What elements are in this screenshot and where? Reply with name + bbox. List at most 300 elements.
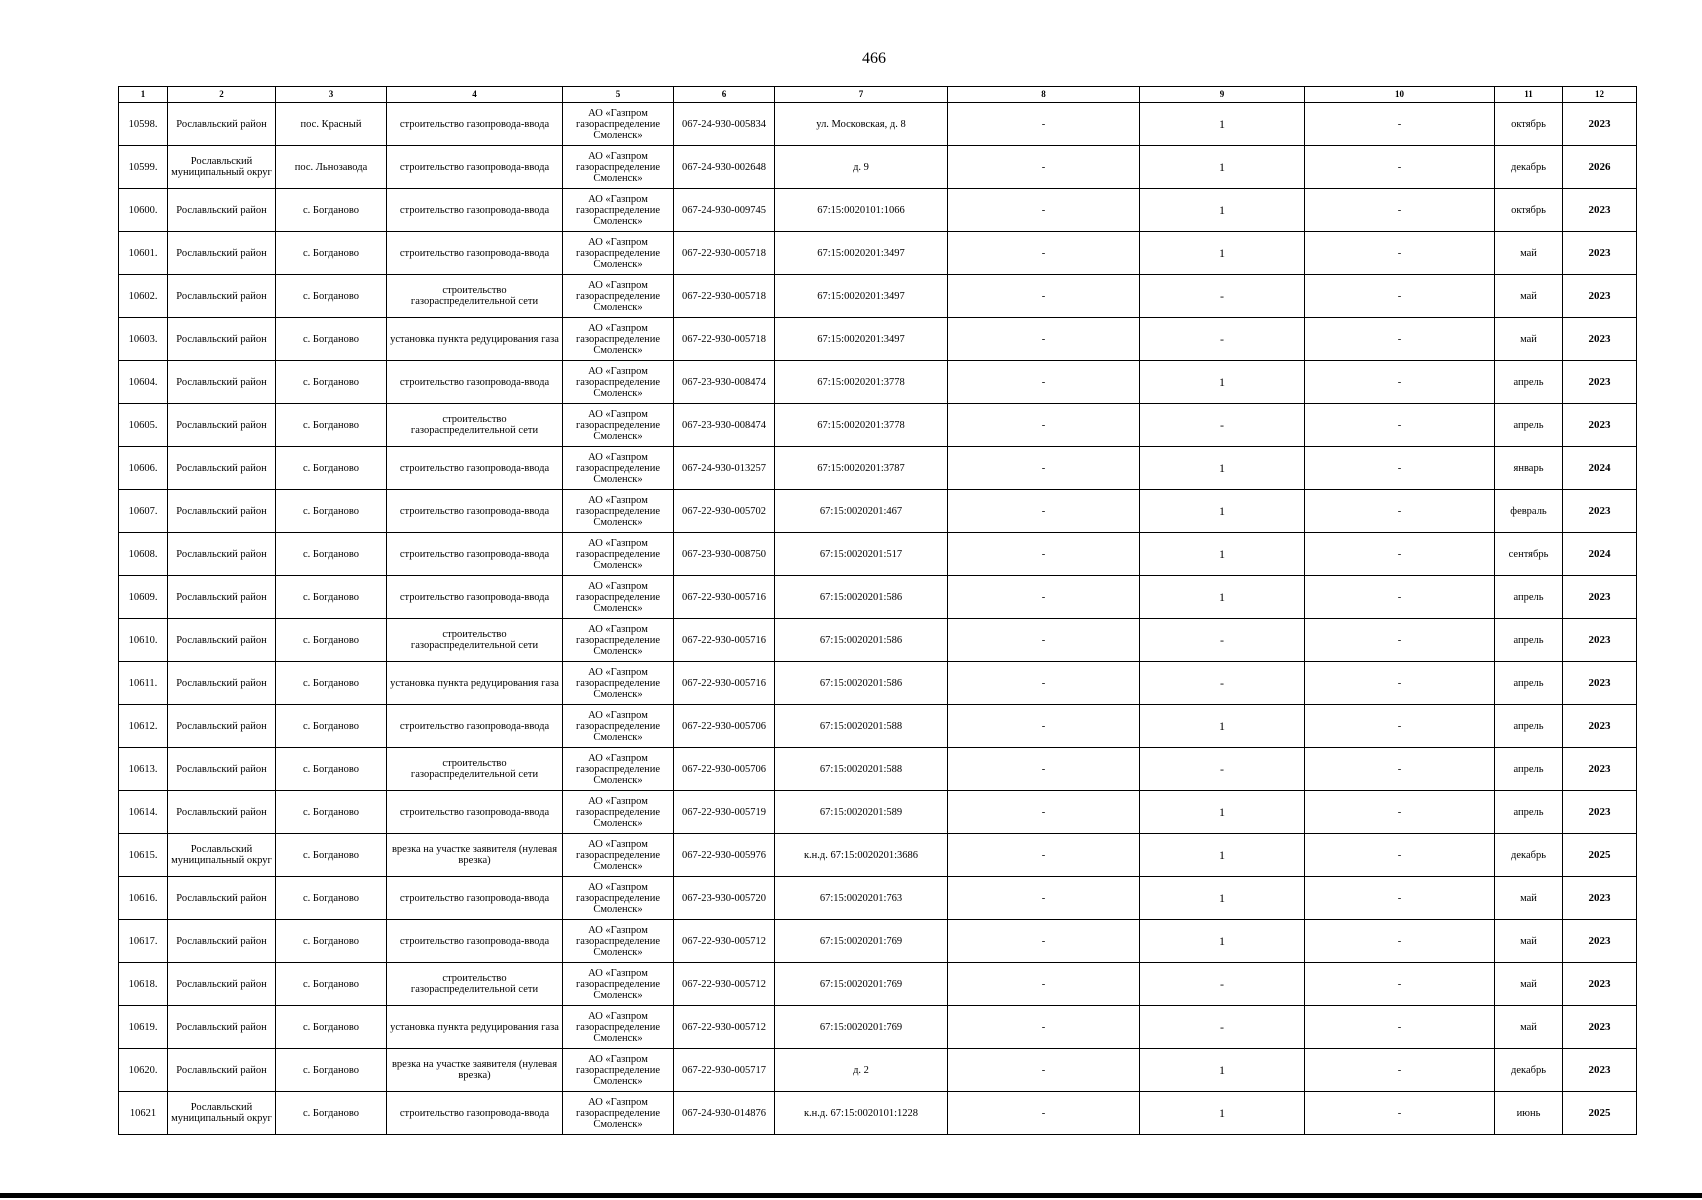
- table-cell-col-11: октябрь: [1495, 189, 1563, 232]
- table-cell-col-3: с. Богданово: [276, 232, 387, 275]
- table-cell-col-7: 67:15:0020201:517: [775, 533, 948, 576]
- table-cell-col-10: -: [1305, 189, 1495, 232]
- table-cell-col-6: 067-22-930-005712: [674, 963, 775, 1006]
- table-cell-col-8: -: [948, 275, 1140, 318]
- table-cell-col-12: 2025: [1563, 834, 1637, 877]
- table-cell-col-7: 67:15:0020201:467: [775, 490, 948, 533]
- table-cell-col-6: 067-22-930-005702: [674, 490, 775, 533]
- table-cell-col-7: к.н.д. 67:15:0020201:3686: [775, 834, 948, 877]
- table-cell-col-6: 067-22-930-005717: [674, 1049, 775, 1092]
- table-cell-col-10: -: [1305, 404, 1495, 447]
- table-cell-col-4: строительство газораспределительной сети: [387, 275, 563, 318]
- table-cell-col-4: строительство газопровода-ввода: [387, 877, 563, 920]
- table-cell-col-10: -: [1305, 705, 1495, 748]
- table-cell-col-4: строительство газораспределительной сети: [387, 963, 563, 1006]
- table-row: [119, 963, 1637, 1006]
- table-cell-col-7: 67:15:0020201:769: [775, 920, 948, 963]
- table-cell-col-4: строительство газопровода-ввода: [387, 447, 563, 490]
- table-cell-col-2: Рославльский район: [168, 748, 276, 791]
- table-cell-col-11: май: [1495, 318, 1563, 361]
- table-cell-col-10: -: [1305, 447, 1495, 490]
- table-cell-col-9: 1: [1140, 146, 1305, 189]
- table-cell-col-10: -: [1305, 318, 1495, 361]
- table-cell-col-4: врезка на участке заявителя (нулевая врезка): [387, 834, 563, 877]
- table-cell-col-6: 067-22-930-005976: [674, 834, 775, 877]
- table-cell-col-8: -: [948, 404, 1140, 447]
- table-cell-col-3: с. Богданово: [276, 705, 387, 748]
- table-cell-col-7: 67:15:0020201:3778: [775, 404, 948, 447]
- table-cell-col-7: 67:15:0020201:588: [775, 748, 948, 791]
- column-header-3: 3: [276, 87, 387, 103]
- table-cell-col-5: АО «Газпром газораспределение Смоленск»: [563, 189, 674, 232]
- table-cell-col-12: 2023: [1563, 275, 1637, 318]
- table-row: [119, 275, 1637, 318]
- table-cell-col-9: -: [1140, 318, 1305, 361]
- table-row: [119, 791, 1637, 834]
- table-row: [119, 232, 1637, 275]
- table-cell-col-9: 1: [1140, 576, 1305, 619]
- table-cell-col-9: 1: [1140, 705, 1305, 748]
- table-cell-col-3: с. Богданово: [276, 576, 387, 619]
- table-cell-col-7: 67:15:0020201:3497: [775, 232, 948, 275]
- table-cell-col-10: -: [1305, 791, 1495, 834]
- table-cell-col-5: АО «Газпром газораспределение Смоленск»: [563, 576, 674, 619]
- table-cell-col-10: -: [1305, 920, 1495, 963]
- table-cell-col-11: май: [1495, 920, 1563, 963]
- table-cell-col-11: май: [1495, 963, 1563, 1006]
- table-cell-col-5: АО «Газпром газораспределение Смоленск»: [563, 791, 674, 834]
- table-cell-col-11: апрель: [1495, 404, 1563, 447]
- table-cell-col-11: апрель: [1495, 748, 1563, 791]
- table-cell-col-11: май: [1495, 877, 1563, 920]
- table-cell-col-11: апрель: [1495, 619, 1563, 662]
- table-cell-col-12: 2023: [1563, 318, 1637, 361]
- table-cell-col-4: установка пункта редуцирования газа: [387, 318, 563, 361]
- table-cell-col-12: 2023: [1563, 103, 1637, 146]
- table-cell-col-11: апрель: [1495, 361, 1563, 404]
- table-row: [119, 146, 1637, 189]
- table-cell-col-5: АО «Газпром газораспределение Смоленск»: [563, 232, 674, 275]
- table-cell-col-7: д. 2: [775, 1049, 948, 1092]
- table-cell-col-2: Рославльский район: [168, 533, 276, 576]
- table-cell-col-7: 67:15:0020201:588: [775, 705, 948, 748]
- table-cell-col-2: Рославльский муниципальный округ: [168, 146, 276, 189]
- column-header-2: 2: [168, 87, 276, 103]
- table-cell-col-12: 2023: [1563, 189, 1637, 232]
- table-cell-col-2: Рославльский район: [168, 619, 276, 662]
- column-header-11: 11: [1495, 87, 1563, 103]
- table-cell-col-9: -: [1140, 1006, 1305, 1049]
- table-cell-col-12: 2023: [1563, 662, 1637, 705]
- table-cell-col-6: 067-22-930-005718: [674, 318, 775, 361]
- table-cell-col-12: 2023: [1563, 1006, 1637, 1049]
- table-cell-col-3: с. Богданово: [276, 791, 387, 834]
- table-row: [119, 490, 1637, 533]
- table-cell-col-5: АО «Газпром газораспределение Смоленск»: [563, 705, 674, 748]
- table-cell-col-9: 1: [1140, 447, 1305, 490]
- table-cell-col-5: АО «Газпром газораспределение Смоленск»: [563, 146, 674, 189]
- table-cell-col-5: АО «Газпром газораспределение Смоленск»: [563, 490, 674, 533]
- table-cell-col-2: Рославльский район: [168, 920, 276, 963]
- table-cell-col-12: 2023: [1563, 576, 1637, 619]
- table-row: [119, 619, 1637, 662]
- table-cell-col-4: строительство газопровода-ввода: [387, 920, 563, 963]
- table-row: [119, 877, 1637, 920]
- table-cell-col-8: -: [948, 576, 1140, 619]
- table-cell-col-2: Рославльский муниципальный округ: [168, 834, 276, 877]
- table-cell-col-9: -: [1140, 662, 1305, 705]
- table-cell-col-6: 067-22-930-005718: [674, 232, 775, 275]
- table-cell-col-2: Рославльский район: [168, 103, 276, 146]
- table-cell-col-6: 067-22-930-005706: [674, 705, 775, 748]
- table-cell-col-9: 1: [1140, 920, 1305, 963]
- table-cell-col-6: 067-23-930-008474: [674, 361, 775, 404]
- table-cell-col-1: 10621: [119, 1092, 168, 1135]
- table-cell-col-9: -: [1140, 275, 1305, 318]
- table-cell-col-10: -: [1305, 748, 1495, 791]
- table-cell-col-8: -: [948, 361, 1140, 404]
- table-cell-col-7: 67:15:0020201:586: [775, 576, 948, 619]
- table-cell-col-12: 2023: [1563, 963, 1637, 1006]
- table-row: [119, 1092, 1637, 1135]
- table-cell-col-7: 67:15:0020201:763: [775, 877, 948, 920]
- table-cell-col-12: 2023: [1563, 404, 1637, 447]
- table-cell-col-7: 67:15:0020201:589: [775, 791, 948, 834]
- table-cell-col-4: строительство газопровода-ввода: [387, 533, 563, 576]
- table-cell-col-7: 67:15:0020201:586: [775, 662, 948, 705]
- table-cell-col-2: Рославльский муниципальный округ: [168, 1092, 276, 1135]
- table-cell-col-9: 1: [1140, 533, 1305, 576]
- table-cell-col-5: АО «Газпром газораспределение Смоленск»: [563, 877, 674, 920]
- table-cell-col-10: -: [1305, 275, 1495, 318]
- table-cell-col-5: АО «Газпром газораспределение Смоленск»: [563, 619, 674, 662]
- table-cell-col-4: строительство газопровода-ввода: [387, 705, 563, 748]
- table-cell-col-6: 067-22-930-005712: [674, 920, 775, 963]
- table-cell-col-3: с. Богданово: [276, 834, 387, 877]
- table-row: [119, 576, 1637, 619]
- table-cell-col-2: Рославльский район: [168, 232, 276, 275]
- table-cell-col-8: -: [948, 318, 1140, 361]
- table-cell-col-9: 1: [1140, 877, 1305, 920]
- table-cell-col-1: 10611.: [119, 662, 168, 705]
- table-cell-col-8: -: [948, 533, 1140, 576]
- table-cell-col-9: -: [1140, 748, 1305, 791]
- table-cell-col-6: 067-24-930-014876: [674, 1092, 775, 1135]
- column-header-6: 6: [674, 87, 775, 103]
- table-cell-col-12: 2023: [1563, 490, 1637, 533]
- column-header-12: 12: [1563, 87, 1637, 103]
- table-cell-col-8: -: [948, 877, 1140, 920]
- table-cell-col-8: -: [948, 920, 1140, 963]
- table-cell-col-1: 10608.: [119, 533, 168, 576]
- table-cell-col-12: 2023: [1563, 748, 1637, 791]
- table-cell-col-5: АО «Газпром газораспределение Смоленск»: [563, 834, 674, 877]
- table-cell-col-2: Рославльский район: [168, 404, 276, 447]
- table-cell-col-5: АО «Газпром газораспределение Смоленск»: [563, 533, 674, 576]
- table-cell-col-7: 67:15:0020201:769: [775, 1006, 948, 1049]
- table-cell-col-9: 1: [1140, 361, 1305, 404]
- table-cell-col-8: -: [948, 103, 1140, 146]
- table-cell-col-11: октябрь: [1495, 103, 1563, 146]
- table-cell-col-1: 10615.: [119, 834, 168, 877]
- table-cell-col-11: апрель: [1495, 705, 1563, 748]
- table-cell-col-7: ул. Московская, д. 8: [775, 103, 948, 146]
- table-row: [119, 748, 1637, 791]
- table-cell-col-12: 2023: [1563, 232, 1637, 275]
- table-cell-col-4: строительство газопровода-ввода: [387, 576, 563, 619]
- table-cell-col-6: 067-24-930-002648: [674, 146, 775, 189]
- table-cell-col-7: 67:15:0020101:1066: [775, 189, 948, 232]
- table-cell-col-4: строительство газопровода-ввода: [387, 361, 563, 404]
- table-cell-col-5: АО «Газпром газораспределение Смоленск»: [563, 447, 674, 490]
- table-cell-col-6: 067-23-930-008474: [674, 404, 775, 447]
- column-header-9: 9: [1140, 87, 1305, 103]
- table-cell-col-6: 067-22-930-005716: [674, 662, 775, 705]
- table-row: [119, 318, 1637, 361]
- table-cell-col-1: 10600.: [119, 189, 168, 232]
- table-cell-col-10: -: [1305, 361, 1495, 404]
- table-cell-col-3: с. Богданово: [276, 533, 387, 576]
- table-cell-col-2: Рославльский район: [168, 791, 276, 834]
- table-cell-col-7: 67:15:0020201:3778: [775, 361, 948, 404]
- table-cell-col-4: строительство газопровода-ввода: [387, 189, 563, 232]
- table-cell-col-10: -: [1305, 662, 1495, 705]
- table-cell-col-12: 2023: [1563, 877, 1637, 920]
- table-cell-col-3: с. Богданово: [276, 920, 387, 963]
- table-cell-col-4: строительство газораспределительной сети: [387, 619, 563, 662]
- table-cell-col-12: 2025: [1563, 1092, 1637, 1135]
- column-header-5: 5: [563, 87, 674, 103]
- table-cell-col-1: 10616.: [119, 877, 168, 920]
- table-cell-col-9: 1: [1140, 189, 1305, 232]
- table-row: [119, 1006, 1637, 1049]
- table-cell-col-2: Рославльский район: [168, 275, 276, 318]
- table-cell-col-10: -: [1305, 1049, 1495, 1092]
- table-cell-col-12: 2023: [1563, 791, 1637, 834]
- table-row: [119, 189, 1637, 232]
- table-cell-col-8: -: [948, 834, 1140, 877]
- table-cell-col-3: с. Богданово: [276, 318, 387, 361]
- table-row: [119, 404, 1637, 447]
- table-cell-col-6: 067-22-930-005706: [674, 748, 775, 791]
- table-cell-col-11: май: [1495, 232, 1563, 275]
- table-cell-col-9: 1: [1140, 791, 1305, 834]
- table-cell-col-5: АО «Газпром газораспределение Смоленск»: [563, 275, 674, 318]
- table-cell-col-9: 1: [1140, 490, 1305, 533]
- header-row: [119, 87, 1637, 103]
- table-cell-col-1: 10614.: [119, 791, 168, 834]
- table-cell-col-8: -: [948, 662, 1140, 705]
- table-cell-col-2: Рославльский район: [168, 1049, 276, 1092]
- table-cell-col-3: пос. Льнозавода: [276, 146, 387, 189]
- table-row: [119, 1049, 1637, 1092]
- table-cell-col-7: к.н.д. 67:15:0020101:1228: [775, 1092, 948, 1135]
- table-cell-col-5: АО «Газпром газораспределение Смоленск»: [563, 1049, 674, 1092]
- table-row: [119, 662, 1637, 705]
- table-cell-col-6: 067-22-930-005716: [674, 576, 775, 619]
- table-cell-col-1: 10599.: [119, 146, 168, 189]
- table-cell-col-1: 10612.: [119, 705, 168, 748]
- column-header-10: 10: [1305, 87, 1495, 103]
- table-cell-col-5: АО «Газпром газораспределение Смоленск»: [563, 318, 674, 361]
- table-cell-col-2: Рославльский район: [168, 877, 276, 920]
- table-cell-col-11: апрель: [1495, 576, 1563, 619]
- table-cell-col-10: -: [1305, 533, 1495, 576]
- data-table: [118, 86, 1637, 1135]
- table-cell-col-3: с. Богданово: [276, 963, 387, 1006]
- table-body: [119, 103, 1637, 1135]
- table-cell-col-7: 67:15:0020201:769: [775, 963, 948, 1006]
- table-cell-col-9: -: [1140, 963, 1305, 1006]
- table-row: [119, 447, 1637, 490]
- table-cell-col-6: 067-23-930-008750: [674, 533, 775, 576]
- table-cell-col-12: 2023: [1563, 361, 1637, 404]
- table-cell-col-10: -: [1305, 1092, 1495, 1135]
- table-cell-col-3: с. Богданово: [276, 748, 387, 791]
- table-cell-col-5: АО «Газпром газораспределение Смоленск»: [563, 1006, 674, 1049]
- table-cell-col-2: Рославльский район: [168, 963, 276, 1006]
- table-cell-col-7: 67:15:0020201:3497: [775, 318, 948, 361]
- table-cell-col-12: 2023: [1563, 619, 1637, 662]
- table-cell-col-12: 2024: [1563, 447, 1637, 490]
- table-cell-col-8: -: [948, 748, 1140, 791]
- table-row: [119, 103, 1637, 146]
- table-cell-col-9: 1: [1140, 1092, 1305, 1135]
- table-cell-col-2: Рославльский район: [168, 576, 276, 619]
- table-row: [119, 361, 1637, 404]
- table-cell-col-9: 1: [1140, 1049, 1305, 1092]
- table-cell-col-11: декабрь: [1495, 834, 1563, 877]
- table-cell-col-1: 10610.: [119, 619, 168, 662]
- table-cell-col-1: 10609.: [119, 576, 168, 619]
- table-cell-col-1: 10619.: [119, 1006, 168, 1049]
- table-cell-col-1: 10620.: [119, 1049, 168, 1092]
- table-cell-col-3: с. Богданово: [276, 877, 387, 920]
- table-cell-col-12: 2023: [1563, 920, 1637, 963]
- table-cell-col-8: -: [948, 146, 1140, 189]
- table-cell-col-10: -: [1305, 619, 1495, 662]
- table-cell-col-6: 067-24-930-009745: [674, 189, 775, 232]
- table-cell-col-11: май: [1495, 275, 1563, 318]
- table-cell-col-5: АО «Газпром газораспределение Смоленск»: [563, 920, 674, 963]
- table-cell-col-12: 2023: [1563, 1049, 1637, 1092]
- table-row: [119, 533, 1637, 576]
- page-number: 466: [862, 50, 886, 67]
- table-cell-col-4: строительство газораспределительной сети: [387, 404, 563, 447]
- table-cell-col-3: с. Богданово: [276, 447, 387, 490]
- table-cell-col-11: апрель: [1495, 791, 1563, 834]
- table-cell-col-2: Рославльский район: [168, 490, 276, 533]
- table-cell-col-8: -: [948, 490, 1140, 533]
- table-cell-col-3: с. Богданово: [276, 361, 387, 404]
- table-cell-col-10: -: [1305, 232, 1495, 275]
- column-header-4: 4: [387, 87, 563, 103]
- table-cell-col-11: декабрь: [1495, 146, 1563, 189]
- table-cell-col-12: 2023: [1563, 705, 1637, 748]
- table-cell-col-6: 067-24-930-013257: [674, 447, 775, 490]
- table-cell-col-5: АО «Газпром газораспределение Смоленск»: [563, 662, 674, 705]
- table-cell-col-10: -: [1305, 877, 1495, 920]
- table-cell-col-10: -: [1305, 490, 1495, 533]
- table-cell-col-10: -: [1305, 146, 1495, 189]
- table-header: [119, 87, 1637, 103]
- table-cell-col-8: -: [948, 791, 1140, 834]
- table-cell-col-3: с. Богданово: [276, 1092, 387, 1135]
- table-row: [119, 920, 1637, 963]
- table-cell-col-11: декабрь: [1495, 1049, 1563, 1092]
- table-cell-col-12: 2024: [1563, 533, 1637, 576]
- bottom-rule: [0, 1193, 1702, 1198]
- table-cell-col-9: 1: [1140, 834, 1305, 877]
- table-cell-col-4: строительство газопровода-ввода: [387, 103, 563, 146]
- table-cell-col-8: -: [948, 447, 1140, 490]
- table-cell-col-4: строительство газораспределительной сети: [387, 748, 563, 791]
- table-cell-col-4: строительство газопровода-ввода: [387, 146, 563, 189]
- table-cell-col-5: АО «Газпром газораспределение Смоленск»: [563, 1092, 674, 1135]
- table-cell-col-1: 10613.: [119, 748, 168, 791]
- table-cell-col-4: врезка на участке заявителя (нулевая врезка): [387, 1049, 563, 1092]
- table-cell-col-4: строительство газопровода-ввода: [387, 791, 563, 834]
- table-cell-col-6: 067-22-930-005716: [674, 619, 775, 662]
- table-cell-col-12: 2026: [1563, 146, 1637, 189]
- table-cell-col-9: 1: [1140, 103, 1305, 146]
- table-cell-col-8: -: [948, 189, 1140, 232]
- table-cell-col-5: АО «Газпром газораспределение Смоленск»: [563, 748, 674, 791]
- table-cell-col-3: с. Богданово: [276, 662, 387, 705]
- table-cell-col-6: 067-22-930-005712: [674, 1006, 775, 1049]
- table-cell-col-3: с. Богданово: [276, 189, 387, 232]
- table-cell-col-11: сентябрь: [1495, 533, 1563, 576]
- table-cell-col-10: -: [1305, 576, 1495, 619]
- table-cell-col-6: 067-23-930-005720: [674, 877, 775, 920]
- table-cell-col-1: 10598.: [119, 103, 168, 146]
- table-cell-col-7: 67:15:0020201:586: [775, 619, 948, 662]
- table-cell-col-7: 67:15:0020201:3787: [775, 447, 948, 490]
- table-cell-col-1: 10602.: [119, 275, 168, 318]
- table-cell-col-7: д. 9: [775, 146, 948, 189]
- table-cell-col-11: февраль: [1495, 490, 1563, 533]
- table-cell-col-1: 10618.: [119, 963, 168, 1006]
- table-cell-col-8: -: [948, 1006, 1140, 1049]
- table-cell-col-8: -: [948, 232, 1140, 275]
- table-cell-col-1: 10607.: [119, 490, 168, 533]
- table-cell-col-4: установка пункта редуцирования газа: [387, 662, 563, 705]
- table-cell-col-8: -: [948, 963, 1140, 1006]
- table-cell-col-3: с. Богданово: [276, 404, 387, 447]
- column-header-1: 1: [119, 87, 168, 103]
- table-cell-col-1: 10605.: [119, 404, 168, 447]
- table-cell-col-8: -: [948, 705, 1140, 748]
- table-cell-col-10: -: [1305, 1006, 1495, 1049]
- table-cell-col-2: Рославльский район: [168, 447, 276, 490]
- table-cell-col-3: с. Богданово: [276, 490, 387, 533]
- table-cell-col-1: 10603.: [119, 318, 168, 361]
- table-cell-col-5: АО «Газпром газораспределение Смоленск»: [563, 963, 674, 1006]
- table-cell-col-1: 10604.: [119, 361, 168, 404]
- table-cell-col-11: май: [1495, 1006, 1563, 1049]
- table-cell-col-9: -: [1140, 404, 1305, 447]
- table-cell-col-2: Рославльский район: [168, 361, 276, 404]
- table-cell-col-11: июнь: [1495, 1092, 1563, 1135]
- table-cell-col-2: Рославльский район: [168, 189, 276, 232]
- table-cell-col-3: с. Богданово: [276, 1006, 387, 1049]
- table-cell-col-4: строительство газопровода-ввода: [387, 232, 563, 275]
- table-cell-col-2: Рославльский район: [168, 318, 276, 361]
- table-cell-col-10: -: [1305, 963, 1495, 1006]
- column-header-8: 8: [948, 87, 1140, 103]
- table-cell-col-8: -: [948, 619, 1140, 662]
- table-cell-col-6: 067-22-930-005719: [674, 791, 775, 834]
